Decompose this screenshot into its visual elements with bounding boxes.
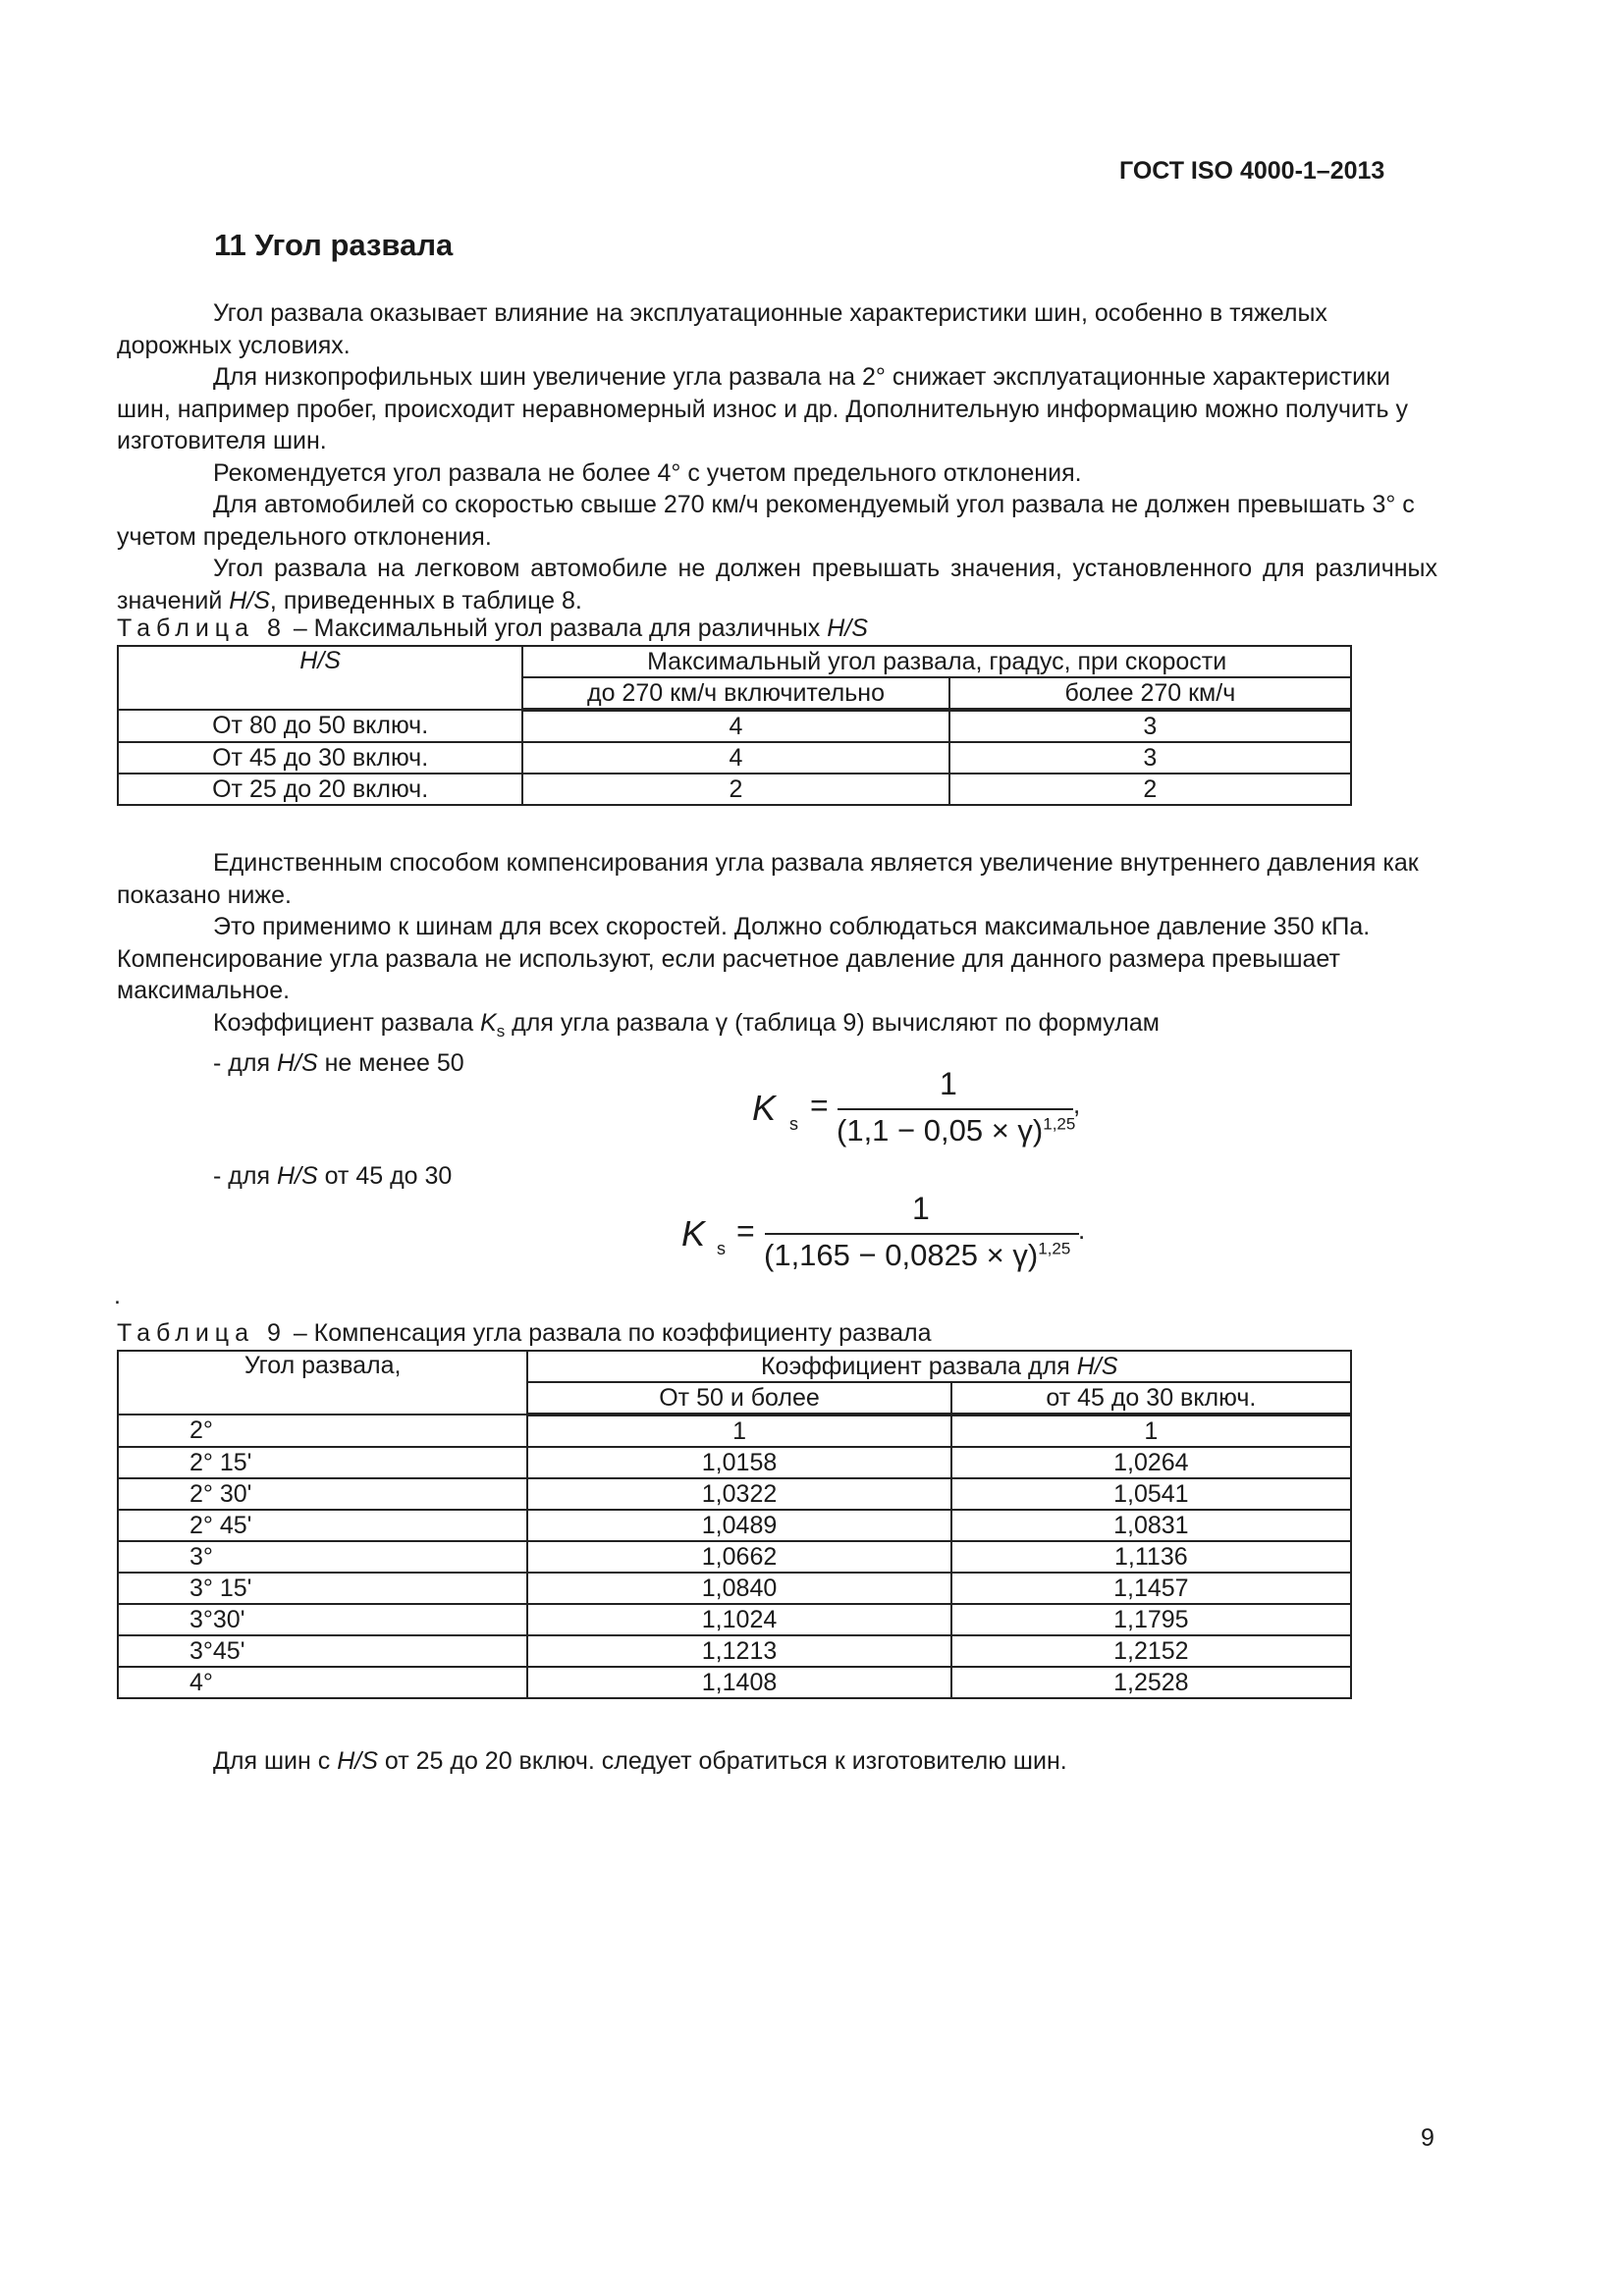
paragraph: Единственным способом компенсирования угла развала является увеличение внутреннего давления как показано ниже. <box>117 849 1419 909</box>
table-cell: 1,0831 <box>951 1510 1351 1541</box>
middle-text <box>117 847 1437 1080</box>
table9-caption: Таблица 9 – Компенсация угла развала по коэффициенту развала <box>117 1319 932 1347</box>
paragraph: - для H/S от 45 до 30 <box>213 1162 453 1190</box>
table-cell: 3°30' <box>118 1604 527 1635</box>
table-cell: 4 <box>522 710 948 742</box>
formula-variable: K <box>752 1088 777 1128</box>
table-cell: 1,1024 <box>527 1604 950 1635</box>
table-cell: 1,1457 <box>951 1573 1351 1604</box>
table-cell: 1,0264 <box>951 1447 1351 1478</box>
table-cell: От 25 до 20 включ. <box>118 774 522 805</box>
table-cell: 2° 15' <box>118 1447 527 1478</box>
formula-numerator: 1 <box>912 1191 930 1226</box>
table8 <box>117 645 1352 806</box>
table-row <box>118 1541 1351 1573</box>
table-row <box>118 1635 1351 1667</box>
formula-denominator: $(1,165 - 0,0825 \times \gamma)^{1,25}$ <box>764 1238 1071 1272</box>
table-cell: 1,0489 <box>527 1510 950 1541</box>
table-cell: 4 <box>522 742 948 774</box>
page-number: 9 <box>1421 2124 1434 2152</box>
table-cell: 1 <box>951 1415 1351 1447</box>
table-cell: 2° <box>118 1415 527 1447</box>
section-title: 11 Угол развала <box>214 228 454 262</box>
paragraph: Коэффициент развала $K_s$ для угла развала γ (таблица 9) вычисляют по формулам <box>213 1008 1160 1041</box>
table-header: От 50 и более <box>527 1382 950 1415</box>
formula-numerator: 1 <box>940 1066 957 1101</box>
table-header: от 45 до 30 включ. <box>951 1382 1351 1415</box>
table-header: более 270 км/ч <box>949 677 1351 710</box>
fraction-line <box>838 1108 1073 1110</box>
table-cell: 2° 30' <box>118 1478 527 1510</box>
table-cell: 1,0840 <box>527 1573 950 1604</box>
formula-punctuation: . <box>1078 1215 1086 1245</box>
paragraph: Для автомобилей со скоростью свыше 270 км/ч рекомендуемый угол развала не должен превышать 3° с учетом предельного отклонения. <box>117 491 1415 551</box>
formula-variable: K <box>681 1213 706 1254</box>
document-code: ГОСТ ISO 4000-1–2013 <box>1119 157 1385 185</box>
stray-dot: . <box>114 1282 121 1309</box>
table-row <box>118 1478 1351 1510</box>
paragraph: Это применимо к шинам для всех скоростей. Должно соблюдаться максимальное давление 350 кПа. Компенсирование угла развала не используют, если расчетное давление для данного размера превышает максимальное. <box>117 913 1371 1004</box>
middle-text-2 <box>117 1160 1437 1193</box>
formula-equals: = <box>810 1088 829 1123</box>
intro-text <box>117 297 1437 616</box>
table-cell: 1 <box>527 1415 950 1447</box>
table-cell: 2° 45' <box>118 1510 527 1541</box>
table-row <box>118 1415 1351 1447</box>
paragraph: Для шин с H/S от 25 до 20 включ. следует обратиться к изготовителю шин. <box>213 1747 1067 1775</box>
formula-subscript: s <box>717 1239 726 1258</box>
table-cell: 1,2528 <box>951 1667 1351 1698</box>
table8-caption: Таблица 8 – Максимальный угол развала для различных H/S <box>117 614 868 642</box>
table-row <box>118 1510 1351 1541</box>
table-cell: От 45 до 30 включ. <box>118 742 522 774</box>
table-header: до 270 км/ч включительно <box>522 677 948 710</box>
table-header: Максимальный угол развала, градус, при скорости <box>522 646 1351 677</box>
table-cell: 3 <box>949 742 1351 774</box>
table-cell: 3° <box>118 1541 527 1573</box>
table-cell: 3°45' <box>118 1635 527 1667</box>
table-row <box>118 1447 1351 1478</box>
table-cell: 4° <box>118 1667 527 1698</box>
fraction-line <box>765 1233 1079 1235</box>
table-cell: 2 <box>949 774 1351 805</box>
paragraph: Рекомендуется угол развала не более 4° с учетом предельного отклонения. <box>213 458 1082 487</box>
table-row <box>118 710 1351 742</box>
formula-punctuation: , <box>1073 1090 1081 1119</box>
table-cell: 1,1795 <box>951 1604 1351 1635</box>
table-cell: 1,1213 <box>527 1635 950 1667</box>
table-row <box>118 774 1351 805</box>
table-cell: 1,0322 <box>527 1478 950 1510</box>
table-cell: 3 <box>949 710 1351 742</box>
table-row <box>118 1604 1351 1635</box>
table-cell: 3° 15' <box>118 1573 527 1604</box>
paragraph: Угол развала на легковом автомобиле не должен превышать значения, установленного для различных значений H/S, приведенных в таблице 8. <box>117 555 1437 614</box>
formula-equals: = <box>736 1213 755 1249</box>
table-header: Угол развала, <box>118 1351 527 1415</box>
table-cell: 1,0158 <box>527 1447 950 1478</box>
formula-denominator: $(1,1 - 0,05 \times \gamma)^{1,25}$ <box>837 1113 1076 1148</box>
paragraph: - для H/S не менее 50 <box>213 1049 464 1077</box>
table-header: H/S <box>118 646 522 710</box>
table-header: Коэффициент развала для H/S <box>527 1351 1351 1382</box>
table-cell: 2 <box>522 774 948 805</box>
table9 <box>117 1350 1352 1699</box>
paragraph: Угол развала оказывает влияние на эксплуатационные характеристики шин, особенно в тяжелых дорожных условиях. <box>117 299 1327 359</box>
final-text <box>117 1745 1437 1778</box>
table-cell: 1,2152 <box>951 1635 1351 1667</box>
table-cell: 1,0662 <box>527 1541 950 1573</box>
table-cell: От 80 до 50 включ. <box>118 710 522 742</box>
table-cell: 1,0541 <box>951 1478 1351 1510</box>
table-cell: 1,1408 <box>527 1667 950 1698</box>
table-row <box>118 1667 1351 1698</box>
paragraph: Для низкопрофильных шин увеличение угла развала на 2° снижает эксплуатационные характеристики шин, например пробег, происходит неравномерный износ и др. Дополнительную информацию можно получить у изготовителя шин. <box>117 363 1408 454</box>
table-cell: 1,1136 <box>951 1541 1351 1573</box>
table-row <box>118 742 1351 774</box>
formula-subscript: s <box>789 1114 798 1134</box>
table-row <box>118 1573 1351 1604</box>
